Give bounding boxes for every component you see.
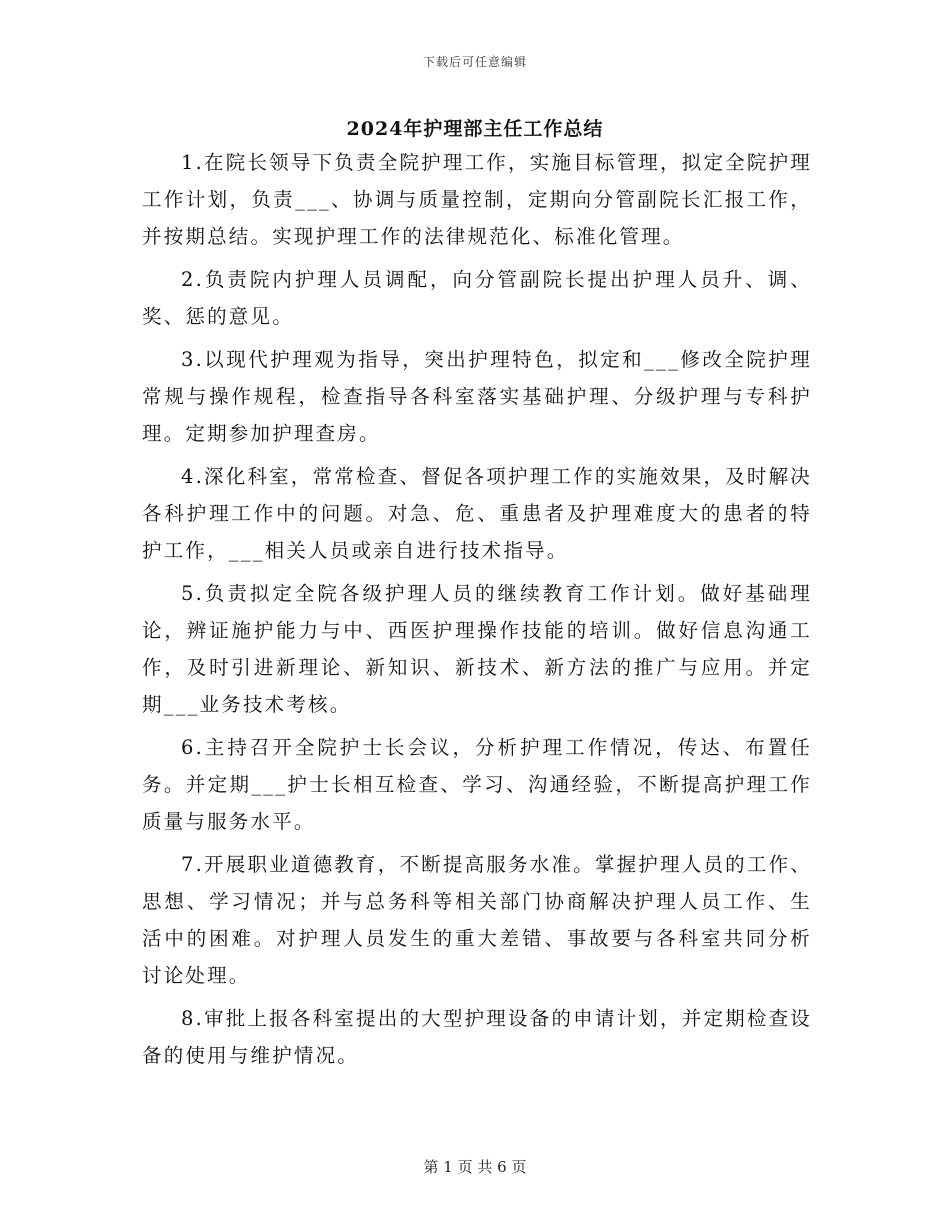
paragraph-3: 3.以现代护理观为指导，突出护理特色，拟定和___修改全院护理常规与操作规程，检查指导各科室落实基础护理、分级护理与专科护理。定期参加护理查房。 — [142, 348, 812, 445]
page-number: 第 1 页 共 6 页 — [423, 1158, 527, 1176]
paragraph-5: 5.负责拟定全院各级护理人员的继续教育工作计划。做好基础理论，辨证施护能力与中、西医护理操作技能的培训。做好信息沟通工作，及时引进新理论、新知识、新技术、新方法的推广与应用。并定期___业务技术考核。 — [142, 582, 812, 716]
paragraph-8: 8.审批上报各科室提出的大型护理设备的申请计划，并定期检查设备的使用与维护情况。 — [142, 1007, 812, 1067]
paragraph-7: 7.开展职业道德教育，不断提高服务水准。掌握护理人员的工作、思想、学习情况；并与总务科等相关部门协商解决护理人员工作、生活中的困难。对护理人员发生的重大差错、事故要与各科室共同分析讨论处理。 — [142, 853, 812, 987]
document-body — [142, 144, 812, 1080]
header-note: 下载后可任意编辑 — [422, 55, 527, 69]
document-title: 2024年护理部主任工作总结 — [346, 118, 604, 140]
paragraph-1: 1.在院长领导下负责全院护理工作，实施目标管理，拟定全院护理工作计划，负责___、协调与质量控制，定期向分管副院长汇报工作，并按期总结。实现护理工作的法律规范化、标准化管理。 — [142, 151, 812, 248]
paragraph-4: 4.深化科室，常常检查、督促各项护理工作的实施效果，及时解决各科护理工作中的问题。对急、危、重患者及护理难度大的患者的特护工作，___相关人员或亲自进行技术指导。 — [142, 465, 812, 562]
paragraph-2: 2.负责院内护理人员调配，向分管副院长提出护理人员升、调、奖、惩的意见。 — [142, 268, 812, 328]
paragraph-6: 6.主持召开全院护士长会议，分析护理工作情况，传达、布置任务。并定期___护士长相互检查、学习、沟通经验，不断提高护理工作质量与服务水平。 — [142, 736, 812, 833]
